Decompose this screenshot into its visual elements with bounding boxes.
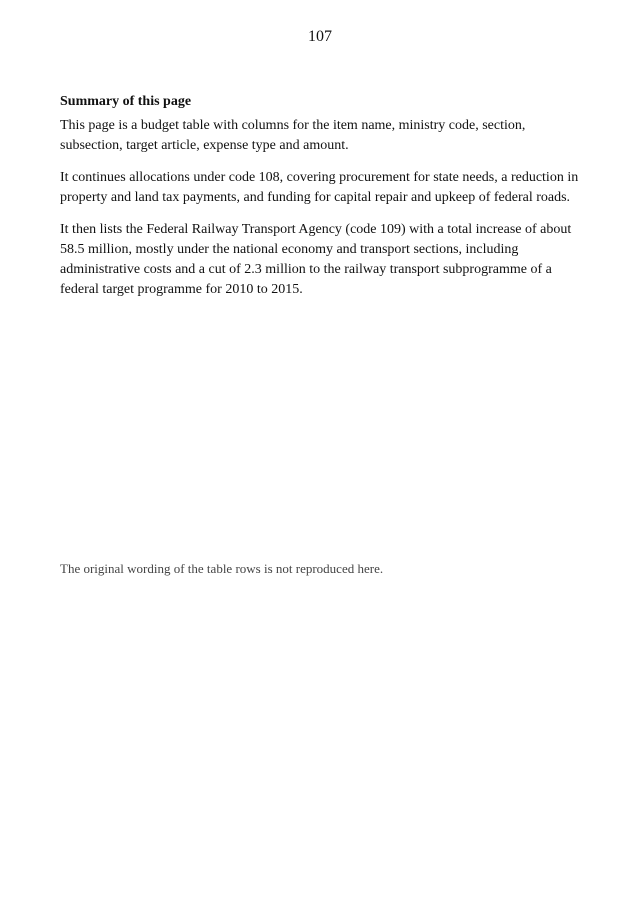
omission-note: The original wording of the table rows is not reproduced here. <box>60 561 384 576</box>
summary-paragraph: It continues allocations under code 108, covering procurement for state needs, a reduction in property and land tax payments, and funding for capital repair and upkeep of federal roads. <box>60 170 579 205</box>
page-summary <box>60 92 580 312</box>
summary-paragraph: It then lists the Federal Railway Transport Agency (code 109) with a total increase of about 58.5 million, mostly under the national economy and transport sections, including administrative costs and a cut of 2.3 million to the railway transport subprogramme of a federal target programme for 2010 to 2015. <box>60 222 572 297</box>
summary-label: Summary of this page <box>60 94 192 109</box>
page-number: 107 <box>308 28 332 45</box>
summary-paragraph: This page is a budget table with columns for the item name, ministry code, section, subsection, target article, expense type and amount. <box>60 118 526 153</box>
